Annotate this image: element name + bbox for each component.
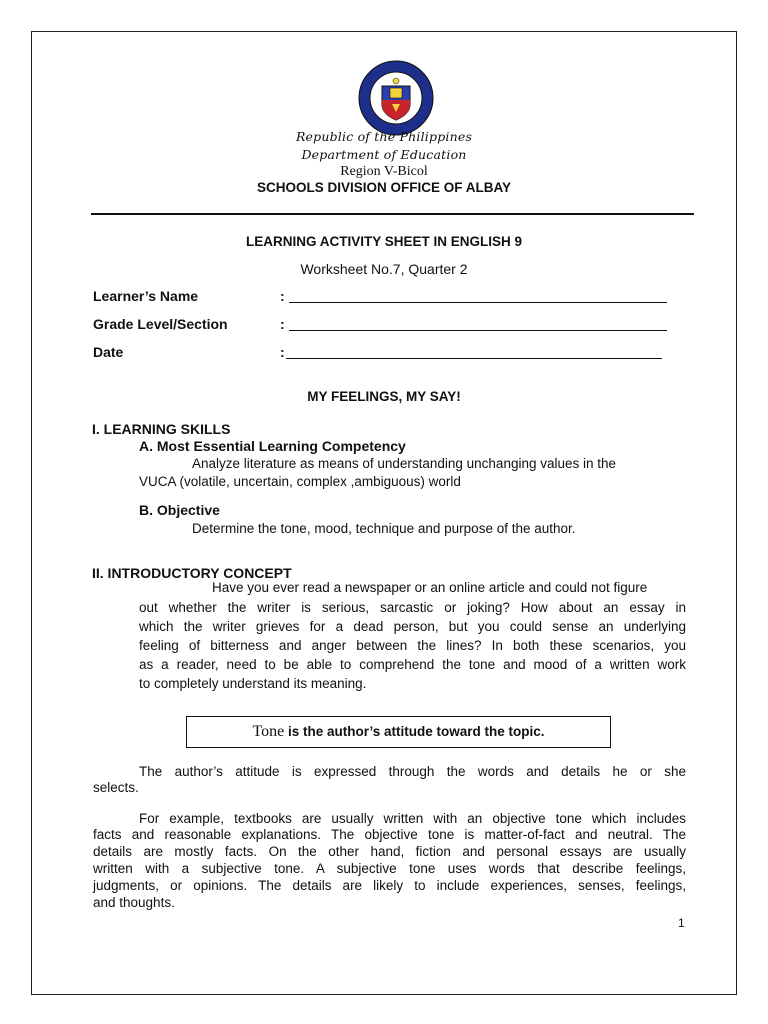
intro-line-1: Have you ever read a newspaper or an online article and could not figure: [212, 580, 648, 595]
grade-level-colon: :: [280, 316, 285, 332]
attitude-line-1: The author’s attitude is expressed through the words and details he or she: [139, 764, 686, 779]
competency-text-line1: Analyze literature as means of understanding unchanging values in the: [192, 456, 617, 471]
intro-line-5: as a reader, need to be able to comprehend the tone and mood of a written work: [139, 657, 686, 672]
tone-definition-box: [186, 716, 611, 748]
section2-heading: II. INTRODUCTORY CONCEPT: [92, 565, 292, 581]
grade-level-label: Grade Level/Section: [93, 316, 228, 332]
deped-seal: [358, 60, 434, 136]
region-text: Region V-Bicol: [340, 164, 428, 179]
division-text: SCHOOLS DIVISION OFFICE OF ALBAY: [256, 180, 512, 195]
intro-line-2: out whether the writer is serious, sarcastic or joking? How about an essay in: [139, 600, 686, 615]
competency-text-line2: VUCA (volatile, uncertain, complex ,ambiguous) world: [139, 474, 461, 489]
lesson-title: MY FEELINGS, MY SAY!: [307, 389, 461, 404]
date-colon: :: [280, 344, 285, 360]
example-line-5: judgments, or opinions. The details are likely to include experiences, senses, feelings,: [93, 878, 686, 893]
section1-heading: I. LEARNING SKILLS: [92, 421, 231, 437]
learner-name-field[interactable]: [289, 302, 667, 303]
attitude-line-2: selects.: [93, 780, 139, 795]
example-line-1: For example, textbooks are usually written with an objective tone which includes: [139, 811, 686, 826]
example-line-4: written with a subjective tone. A subjective tone uses words that describe feelings,: [93, 861, 686, 876]
header-divider: [91, 213, 694, 215]
date-label: Date: [93, 344, 124, 360]
sheet-title: LEARNING ACTIVITY SHEET IN ENGLISH 9: [245, 234, 523, 249]
objective-heading: B. Objective: [139, 502, 220, 518]
learner-name-label: Learner’s Name: [93, 288, 199, 304]
department-text: Department of Education: [301, 147, 467, 162]
intro-line-6: to completely understand its meaning.: [139, 676, 367, 691]
example-line-6: and thoughts.: [93, 895, 175, 910]
competency-heading: A. Most Essential Learning Competency: [139, 438, 406, 454]
grade-level-field[interactable]: [289, 330, 667, 331]
example-line-2: facts and reasonable explanations. The objective tone is matter-of-fact and neutral. The: [93, 827, 686, 842]
worksheet-number: Worksheet No.7, Quarter 2: [300, 261, 468, 277]
example-line-3: details are mostly facts. On the other hand, fiction and personal essays are usually: [93, 844, 686, 859]
intro-line-4: feeling of bitterness and anger between the lines? In both these scenarios, you: [139, 638, 686, 653]
intro-line-3: which the writer grieves for a dead person, but you could sense an underlying: [139, 619, 686, 634]
page-number: 1: [678, 916, 685, 930]
republic-text: Republic of the Philippines: [295, 129, 473, 144]
learner-name-colon: :: [280, 288, 285, 304]
date-field[interactable]: [286, 358, 662, 359]
objective-text: Determine the tone, mood, technique and purpose of the author.: [192, 521, 576, 536]
tone-word: Tone: [252, 723, 285, 740]
tone-definition: is the author’s attitude toward the topic.: [284, 724, 545, 739]
